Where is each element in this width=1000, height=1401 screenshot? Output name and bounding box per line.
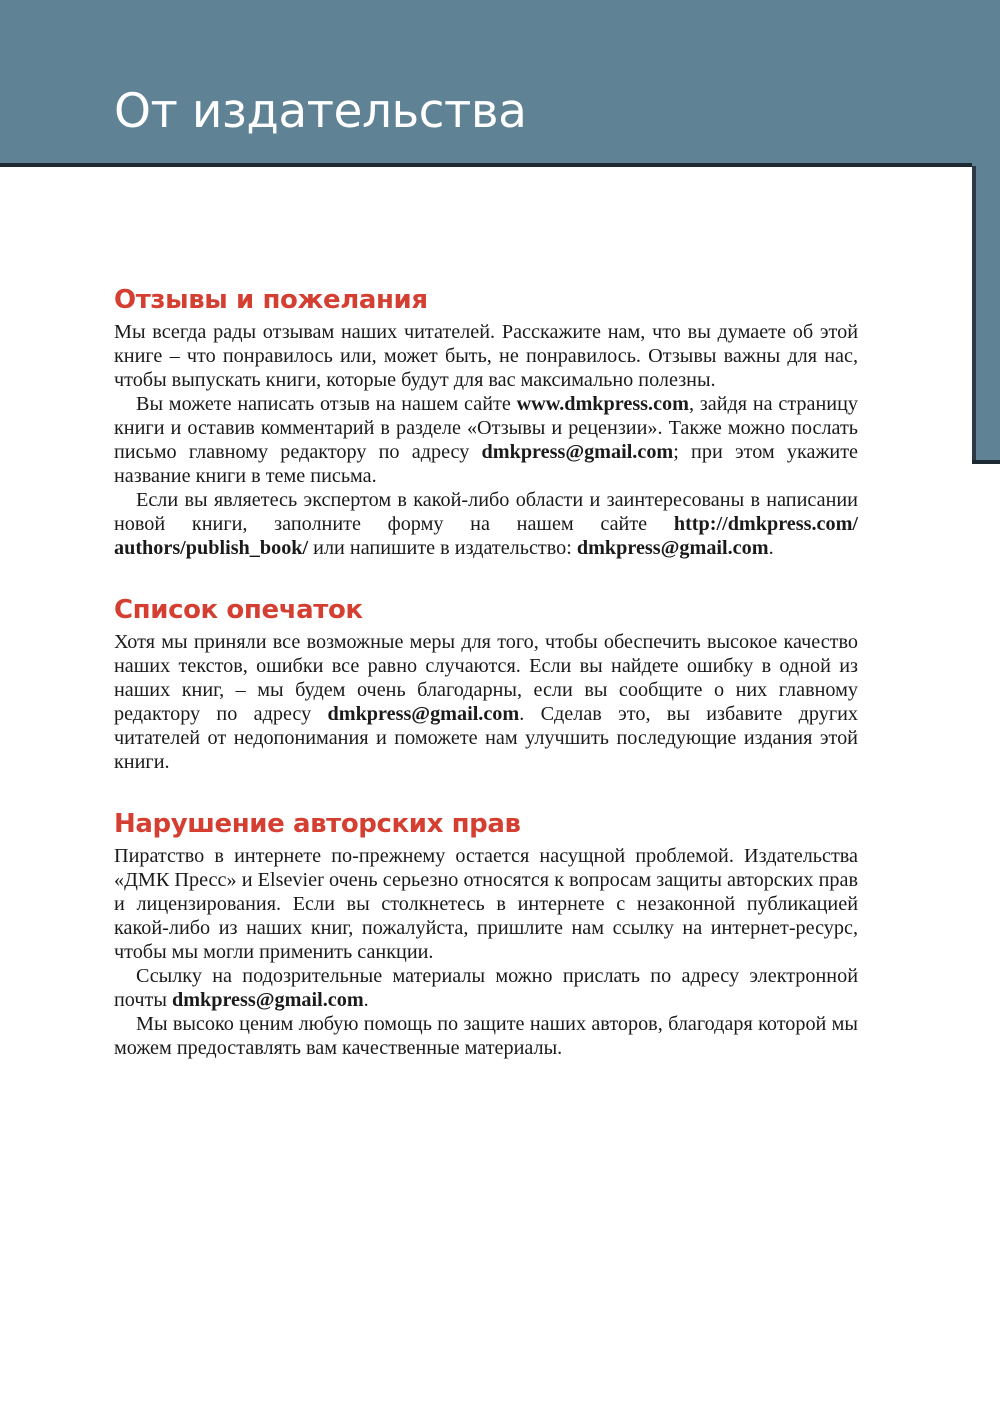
email-link[interactable]: dmkpress@gmail.com	[576, 537, 769, 559]
chapter-banner	[0, 0, 1000, 166]
section-feedback	[114, 280, 858, 560]
side-tab-divider	[972, 460, 1000, 464]
email-link[interactable]: dmkpress@gmail.com	[327, 703, 520, 725]
side-thumb-tab	[972, 166, 1000, 463]
paragraph: Хотя мы приняли все возможные меры для того, чтобы обеспечить высокое качество наших текстов, ошибки все равно случаются. Если вы найдете ошибку в одной из наших книг, – мы будем очень благодарны, если вы сообщите о них главному редактору по адресу dmkpress@gmail.com. Сделав это, вы избавите других читателей от недопонимания и поможете нам улучшить последующие издания этой книги.	[114, 631, 859, 773]
section-heading-copyright: Нарушение авторских прав	[114, 809, 521, 839]
section-heading-errata: Список опечаток	[114, 595, 363, 625]
side-tab-edge	[972, 166, 976, 463]
page-body	[114, 280, 858, 1090]
chapter-title: От издательства	[114, 84, 527, 139]
paragraph: Если вы являетесь экспертом в какой-либо области и заинтересованы в написании новой книги, заполните форму на нашем сайте http://dmkpress.com/ authors/publish_book/ или напишите в издательство: dmkpress@gmail.com.	[114, 489, 858, 559]
section-heading-feedback: Отзывы и пожелания	[114, 285, 428, 315]
website-link[interactable]: www.dmkpress.com	[516, 393, 689, 415]
paragraph: Мы всегда рады отзывам наших читателей. Расскажите нам, что вы думаете об этой книге – что понравилось или, может быть, не понравилось. Отзывы важны для нас, чтобы выпускать книги, которые будут для вас максимально полезны.	[114, 321, 858, 391]
publish-form-link[interactable]: http://dmkpress.com/ authors/publish_book/	[114, 513, 858, 559]
section-copyright	[114, 804, 858, 1060]
paragraph: Мы высоко ценим любую помощь по защите наших авторов, благодаря которой мы можем предоставлять вам качественные материалы.	[114, 1013, 858, 1059]
paragraph: Вы можете написать отзыв на нашем сайте www.dmkpress.com, зайдя на страницу книги и оставив комментарий в разделе «Отзывы и рецензии». Также можно послать письмо главному редактору по адресу dmkpress@gmail.com; при этом укажите название книги в теме письма.	[114, 393, 858, 487]
email-link[interactable]: dmkpress@gmail.com	[171, 989, 364, 1011]
email-link[interactable]: dmkpress@gmail.com	[481, 441, 674, 463]
paragraph: Пиратство в интернете по-прежнему остается насущной проблемой. Издательства «ДМК Пресс» и Elsevier очень серьезно относятся к вопросам защиты авторских прав и лицензирования. Если вы столкнетесь в интернете с незаконной публикацией какой-либо из наших книг, пожалуйста, пришлите нам ссылку на интернет-ресурс, чтобы мы могли применить санкции.	[114, 845, 858, 963]
section-errata	[114, 590, 858, 774]
banner-divider	[0, 163, 972, 167]
paragraph: Ссылку на подозрительные материалы можно прислать по адресу электронной почты dmkpress@gmail.com.	[114, 965, 858, 1011]
